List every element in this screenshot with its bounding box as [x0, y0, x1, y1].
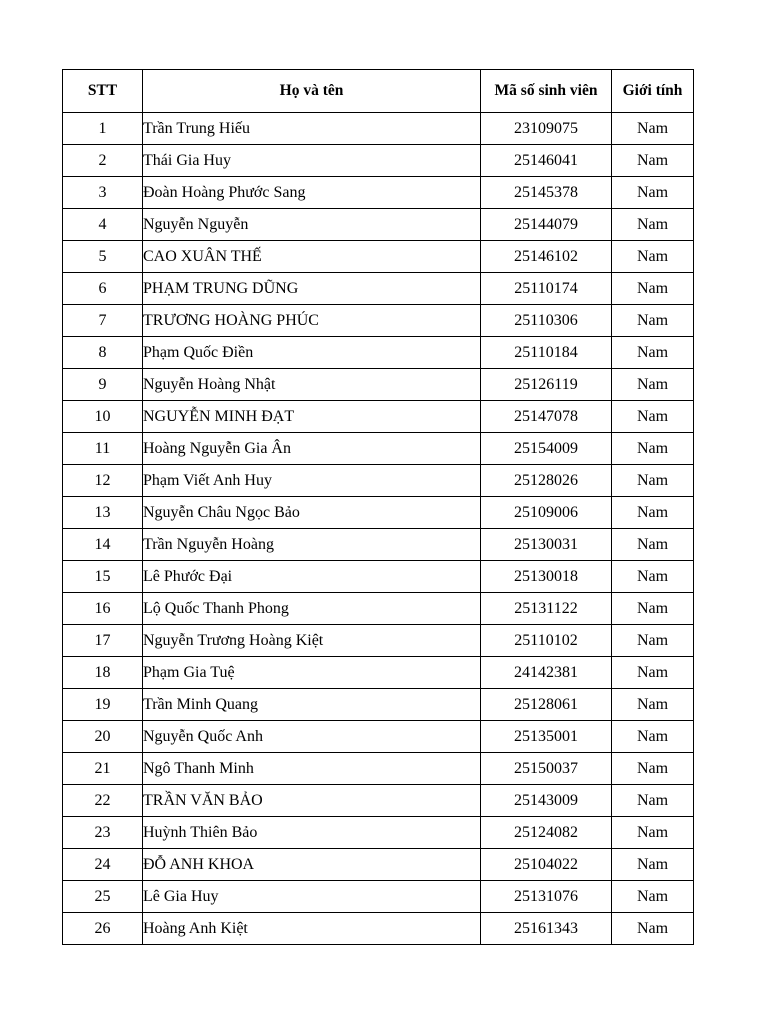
- cell-gender: Nam: [612, 113, 694, 145]
- table-header: [63, 70, 694, 113]
- cell-gender: Nam: [612, 689, 694, 721]
- table-row: [63, 209, 694, 241]
- table-body: [63, 113, 694, 945]
- table-row: [63, 273, 694, 305]
- cell-gender: Nam: [612, 529, 694, 561]
- cell-gender: Nam: [612, 369, 694, 401]
- cell-student-id: 25131076: [481, 881, 612, 913]
- table-row: [63, 753, 694, 785]
- cell-name: Nguyễn Châu Ngọc Bảo: [143, 497, 481, 529]
- cell-gender: Nam: [612, 785, 694, 817]
- cell-name: Nguyễn Trương Hoàng Kiệt: [143, 625, 481, 657]
- cell-gender: Nam: [612, 145, 694, 177]
- table-row: [63, 625, 694, 657]
- cell-gender: Nam: [612, 753, 694, 785]
- cell-name: Trần Trung Hiếu: [143, 113, 481, 145]
- table-row: [63, 433, 694, 465]
- cell-student-id: 25110102: [481, 625, 612, 657]
- cell-student-id: 25110174: [481, 273, 612, 305]
- cell-student-id: 25126119: [481, 369, 612, 401]
- cell-student-id: 25130031: [481, 529, 612, 561]
- table-row: [63, 657, 694, 689]
- cell-gender: Nam: [612, 273, 694, 305]
- cell-name: Hoàng Anh Kiệt: [143, 913, 481, 945]
- cell-stt: 8: [63, 337, 143, 369]
- cell-name: Nguyễn Hoàng Nhật: [143, 369, 481, 401]
- cell-stt: 5: [63, 241, 143, 273]
- cell-stt: 24: [63, 849, 143, 881]
- cell-stt: 26: [63, 913, 143, 945]
- table-row: [63, 561, 694, 593]
- cell-stt: 21: [63, 753, 143, 785]
- cell-student-id: 25143009: [481, 785, 612, 817]
- cell-stt: 22: [63, 785, 143, 817]
- cell-stt: 16: [63, 593, 143, 625]
- table-row: [63, 881, 694, 913]
- header-row: [63, 70, 694, 113]
- table-row: [63, 305, 694, 337]
- cell-gender: Nam: [612, 913, 694, 945]
- cell-name: Trần Nguyễn Hoàng: [143, 529, 481, 561]
- cell-name: Lê Gia Huy: [143, 881, 481, 913]
- cell-gender: Nam: [612, 465, 694, 497]
- cell-name: CAO XUÂN THẾ: [143, 241, 481, 273]
- cell-stt: 2: [63, 145, 143, 177]
- cell-stt: 18: [63, 657, 143, 689]
- cell-student-id: 25154009: [481, 433, 612, 465]
- cell-student-id: 25110184: [481, 337, 612, 369]
- cell-student-id: 25145378: [481, 177, 612, 209]
- header-student-id: Mã số sinh viên: [481, 70, 612, 113]
- table-row: [63, 913, 694, 945]
- cell-stt: 23: [63, 817, 143, 849]
- student-list-table: [62, 69, 694, 945]
- table-row: [63, 593, 694, 625]
- cell-stt: 11: [63, 433, 143, 465]
- cell-gender: Nam: [612, 593, 694, 625]
- cell-stt: 7: [63, 305, 143, 337]
- cell-gender: Nam: [612, 817, 694, 849]
- table-row: [63, 177, 694, 209]
- cell-student-id: 25130018: [481, 561, 612, 593]
- cell-name: TRẦN VĂN BẢO: [143, 785, 481, 817]
- table-row: [63, 465, 694, 497]
- cell-stt: 4: [63, 209, 143, 241]
- cell-gender: Nam: [612, 849, 694, 881]
- cell-student-id: 25104022: [481, 849, 612, 881]
- cell-student-id: 25146041: [481, 145, 612, 177]
- cell-stt: 3: [63, 177, 143, 209]
- cell-student-id: 25150037: [481, 753, 612, 785]
- cell-gender: Nam: [612, 881, 694, 913]
- cell-student-id: 25128026: [481, 465, 612, 497]
- cell-gender: Nam: [612, 497, 694, 529]
- cell-name: Phạm Gia Tuệ: [143, 657, 481, 689]
- cell-gender: Nam: [612, 305, 694, 337]
- cell-stt: 17: [63, 625, 143, 657]
- cell-name: Nguyễn Nguyễn: [143, 209, 481, 241]
- cell-name: Huỳnh Thiên Bảo: [143, 817, 481, 849]
- cell-stt: 9: [63, 369, 143, 401]
- table-row: [63, 113, 694, 145]
- cell-gender: Nam: [612, 721, 694, 753]
- cell-student-id: 25147078: [481, 401, 612, 433]
- cell-stt: 25: [63, 881, 143, 913]
- cell-name: Trần Minh Quang: [143, 689, 481, 721]
- cell-student-id: 24142381: [481, 657, 612, 689]
- cell-student-id: 25110306: [481, 305, 612, 337]
- cell-gender: Nam: [612, 561, 694, 593]
- cell-stt: 13: [63, 497, 143, 529]
- cell-student-id: 25144079: [481, 209, 612, 241]
- cell-student-id: 25128061: [481, 689, 612, 721]
- cell-student-id: 25135001: [481, 721, 612, 753]
- header-gender: Giới tính: [612, 70, 694, 113]
- cell-name: Lê Phước Đại: [143, 561, 481, 593]
- header-stt: STT: [63, 70, 143, 113]
- cell-name: PHẠM TRUNG DŨNG: [143, 273, 481, 305]
- table-row: [63, 529, 694, 561]
- cell-student-id: 25161343: [481, 913, 612, 945]
- cell-name: Nguyễn Quốc Anh: [143, 721, 481, 753]
- table-row: [63, 689, 694, 721]
- table-row: [63, 401, 694, 433]
- cell-stt: 1: [63, 113, 143, 145]
- table-row: [63, 849, 694, 881]
- table-row: [63, 145, 694, 177]
- cell-gender: Nam: [612, 177, 694, 209]
- cell-name: TRƯƠNG HOÀNG PHÚC: [143, 305, 481, 337]
- cell-name: ĐỖ ANH KHOA: [143, 849, 481, 881]
- cell-stt: 15: [63, 561, 143, 593]
- cell-name: Phạm Quốc Điền: [143, 337, 481, 369]
- cell-name: NGUYỄN MINH ĐẠT: [143, 401, 481, 433]
- cell-student-id: 25109006: [481, 497, 612, 529]
- cell-name: Ngô Thanh Minh: [143, 753, 481, 785]
- cell-stt: 10: [63, 401, 143, 433]
- cell-stt: 6: [63, 273, 143, 305]
- cell-gender: Nam: [612, 337, 694, 369]
- table-row: [63, 721, 694, 753]
- table-row: [63, 497, 694, 529]
- header-name: Họ và tên: [143, 70, 481, 113]
- cell-name: Lộ Quốc Thanh Phong: [143, 593, 481, 625]
- cell-student-id: 25124082: [481, 817, 612, 849]
- cell-name: Phạm Viết Anh Huy: [143, 465, 481, 497]
- cell-stt: 12: [63, 465, 143, 497]
- table-row: [63, 785, 694, 817]
- cell-student-id: 25146102: [481, 241, 612, 273]
- cell-stt: 20: [63, 721, 143, 753]
- cell-student-id: 25131122: [481, 593, 612, 625]
- cell-gender: Nam: [612, 209, 694, 241]
- table-row: [63, 337, 694, 369]
- table-row: [63, 817, 694, 849]
- cell-student-id: 23109075: [481, 113, 612, 145]
- table-row: [63, 369, 694, 401]
- cell-name: Thái Gia Huy: [143, 145, 481, 177]
- table-row: [63, 241, 694, 273]
- cell-gender: Nam: [612, 241, 694, 273]
- cell-stt: 19: [63, 689, 143, 721]
- cell-stt: 14: [63, 529, 143, 561]
- cell-gender: Nam: [612, 657, 694, 689]
- cell-name: Hoàng Nguyễn Gia Ân: [143, 433, 481, 465]
- cell-gender: Nam: [612, 625, 694, 657]
- cell-name: Đoàn Hoàng Phước Sang: [143, 177, 481, 209]
- cell-gender: Nam: [612, 401, 694, 433]
- cell-gender: Nam: [612, 433, 694, 465]
